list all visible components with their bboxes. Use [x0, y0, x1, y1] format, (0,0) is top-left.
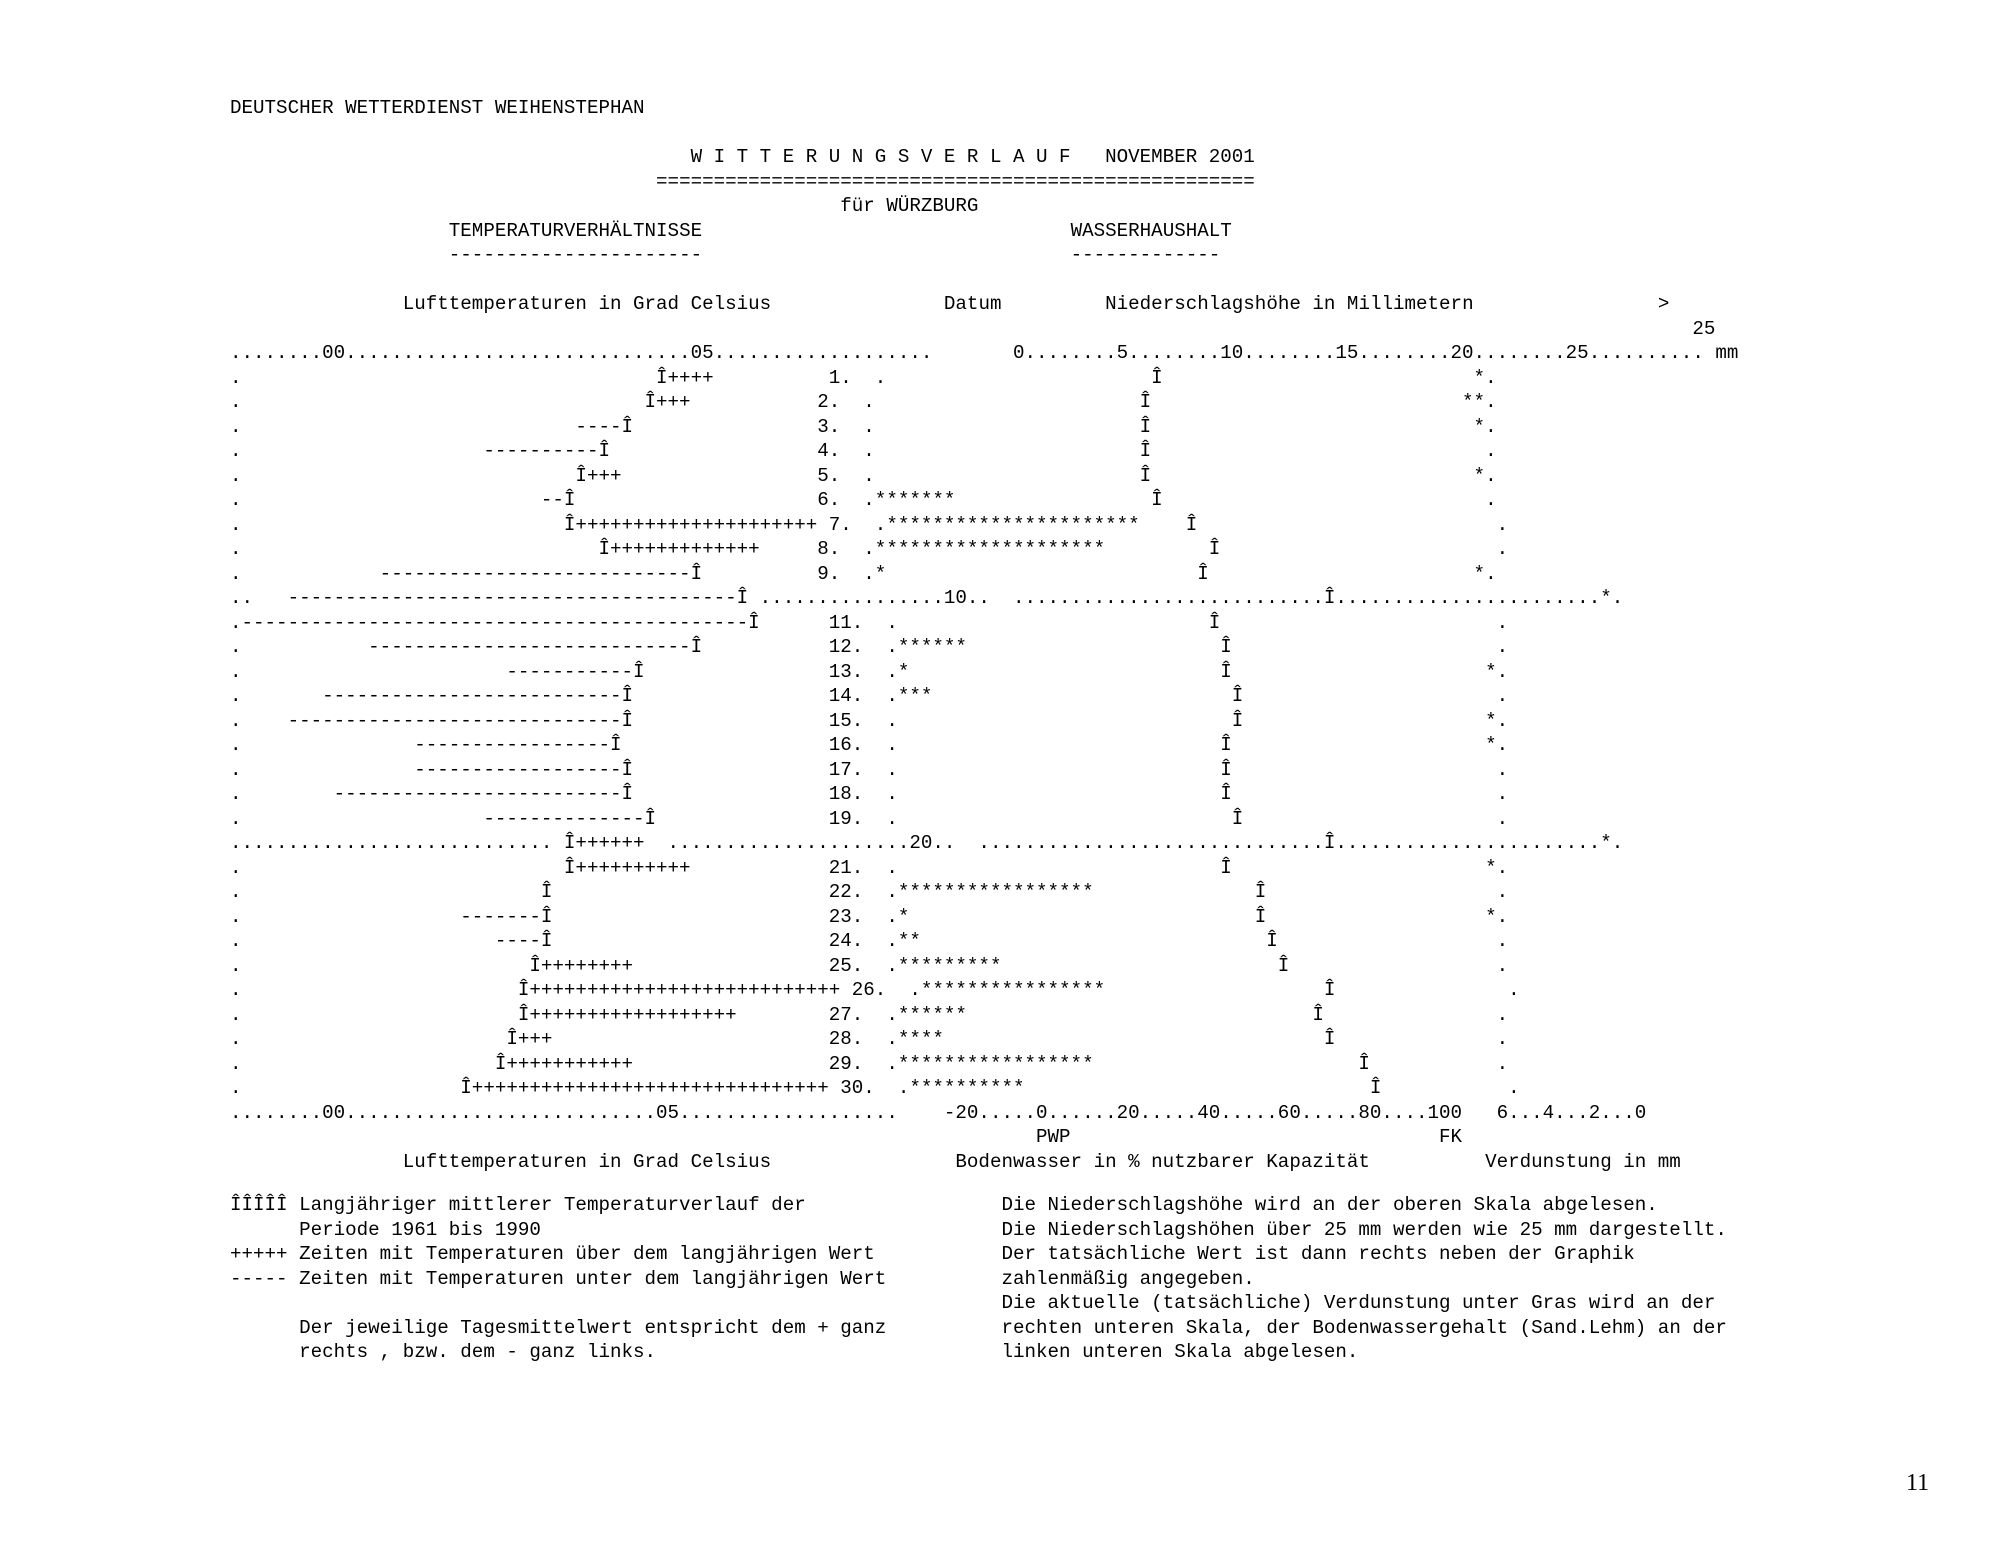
precipitation-scale-title: Niederschlagshöhe in Millimetern	[1105, 293, 1474, 315]
over-limit-value: 25	[1692, 317, 1716, 340]
chart-row: . ------------------Î 17. . Î .	[230, 758, 1509, 781]
legend-left-line: rechts , bzw. dem - ganz links.	[230, 1341, 657, 1363]
chart-row: . Î+++ 5. . Î *.	[230, 464, 1497, 487]
chart-row: . Î++++++++ 25. .********* Î .	[230, 954, 1509, 977]
chart-row: . -------------------------Î 18. . Î .	[230, 783, 1509, 805]
chart-row: . Î+++++++++++++++++++++++++++ 26. .**************** Î .	[230, 979, 1520, 1001]
chart-row: . ----------Î 4. . Î .	[230, 440, 1497, 462]
report-title: W I T T E R U N G S V E R L A U F	[690, 146, 1071, 168]
chart-row: . Î+++ 28. .**** Î .	[230, 1028, 1509, 1050]
chart-row: . Î++++++++++ 21. . Î *.	[230, 856, 1509, 879]
water-section-title: WASSERHAUSHALT	[1070, 219, 1232, 242]
chart-row: . -----------Î 13. .* Î *.	[230, 660, 1509, 683]
legend-right-line: Die Niederschlagshöhen über 25 mm werden wie 25 mm dargestellt.	[1001, 1218, 1727, 1241]
temperature-section-title: TEMPERATURVERHÄLTNISSE	[448, 219, 703, 242]
chart-row: . Î+++++++++++ 29. .***************** Î .	[230, 1052, 1509, 1075]
water-section-rule: -------------	[1070, 244, 1221, 266]
bottom-scale-markers: PWP FK	[230, 1126, 1463, 1148]
chart-row: . ---------------------------Î 9. .* Î *.	[230, 562, 1497, 585]
ascii-weather-chart	[230, 341, 1738, 1174]
legend-right-line: linken unteren Skala abgelesen.	[1001, 1341, 1359, 1363]
report-header	[230, 96, 1715, 341]
chart-row: . --Î 6. .******* Î .	[230, 489, 1497, 511]
legend-right-line: Die aktuelle (tatsächliche) Verdunstung unter Gras wird an der	[1001, 1292, 1716, 1314]
bottom-scale-axis: ........00...........................05................... -20.....0......20.....40.....60.....80....100 6...4...2...0	[230, 1101, 1647, 1124]
page-number: 11	[1906, 1470, 1930, 1496]
chart-row: . -------Î 23. .* Î *.	[230, 905, 1509, 928]
legend-right-line: Der tatsächliche Wert ist dann rechts neben der Graphik	[1001, 1243, 1635, 1265]
temperature-scale-title: Lufttemperaturen in Grad Celsius	[402, 293, 772, 315]
legend-right-line: Die Niederschlagshöhe wird an der oberen Skala abgelesen.	[1001, 1194, 1658, 1216]
over-limit-marker: >	[1657, 293, 1670, 315]
location-label: für WÜRZBURG	[840, 195, 979, 217]
chart-row: . ----Î 3. . Î *.	[230, 415, 1497, 438]
legend-left-line: ÎÎÎÎÎ Langjähriger mittlerer Temperaturverlauf der	[230, 1194, 806, 1216]
chart-row: . ----------------------------Î 12. .****** Î .	[230, 636, 1509, 658]
report-period: NOVEMBER 2001	[1105, 146, 1255, 168]
title-double-rule: ====================================================	[656, 170, 1255, 193]
legend-left-line: Periode 1961 bis 1990	[230, 1218, 541, 1241]
chart-row: . --------------------------Î 14. .*** Î .	[230, 685, 1509, 707]
chart-row: ............................ Î++++++ .....................20.. ..............................Î.......................*.	[230, 832, 1624, 854]
legend-left-line: ----- Zeiten mit Temperaturen unter dem langjährigen Wert	[230, 1267, 887, 1290]
chart-row: . Î+++++++++++++++++++++ 7. .********************** Î .	[230, 513, 1509, 536]
chart-row: . Î 22. .***************** Î .	[230, 881, 1509, 903]
bottom-scale-titles: Lufttemperaturen in Grad Celsius Bodenwasser in % nutzbarer Kapazität Verdunstung in mm	[230, 1150, 1681, 1173]
legend-block	[230, 1193, 1727, 1365]
date-column-title: Datum	[943, 293, 1002, 315]
chart-row: . ----Î 24. .** Î .	[230, 930, 1509, 952]
chart-row: . -----------------------------Î 15. . Î *.	[230, 709, 1509, 732]
legend-left-line: Der jeweilige Tagesmittelwert entspricht dem + ganz	[230, 1316, 887, 1339]
chart-row: . Î++++++++++++++++++ 27. .****** Î .	[230, 1003, 1509, 1026]
chart-row: . -----------------Î 16. . Î *.	[230, 734, 1509, 756]
legend-right-line: rechten unteren Skala, der Bodenwassergehalt (Sand.Lehm) an der	[1001, 1316, 1727, 1339]
top-scale-axis: ........00..............................05................... 0........5........10........15........20........25.......... mm	[230, 342, 1739, 364]
chart-row: . Î+++ 2. . Î **.	[230, 391, 1497, 413]
chart-row: . Î++++ 1. . Î *.	[230, 366, 1497, 389]
chart-row: . Î+++++++++++++ 8. .******************** Î .	[230, 538, 1509, 560]
chart-row: .. ---------------------------------------Î ................10.. ...........................Î.......................*.	[230, 587, 1624, 609]
legend-right-line: zahlenmäßig angegeben.	[1001, 1267, 1255, 1290]
chart-row: . --------------Î 19. . Î .	[230, 807, 1509, 830]
chart-row: .--------------------------------------------Î 11. . Î .	[230, 611, 1509, 634]
institution-name: DEUTSCHER WETTERDIENST WEIHENSTEPHAN	[230, 97, 645, 119]
temperature-section-rule: ----------------------	[448, 244, 703, 266]
chart-row: . Î+++++++++++++++++++++++++++++++ 30. .********** Î .	[230, 1077, 1520, 1099]
legend-left-line: +++++ Zeiten mit Temperaturen über dem langjährigen Wert	[230, 1243, 875, 1265]
